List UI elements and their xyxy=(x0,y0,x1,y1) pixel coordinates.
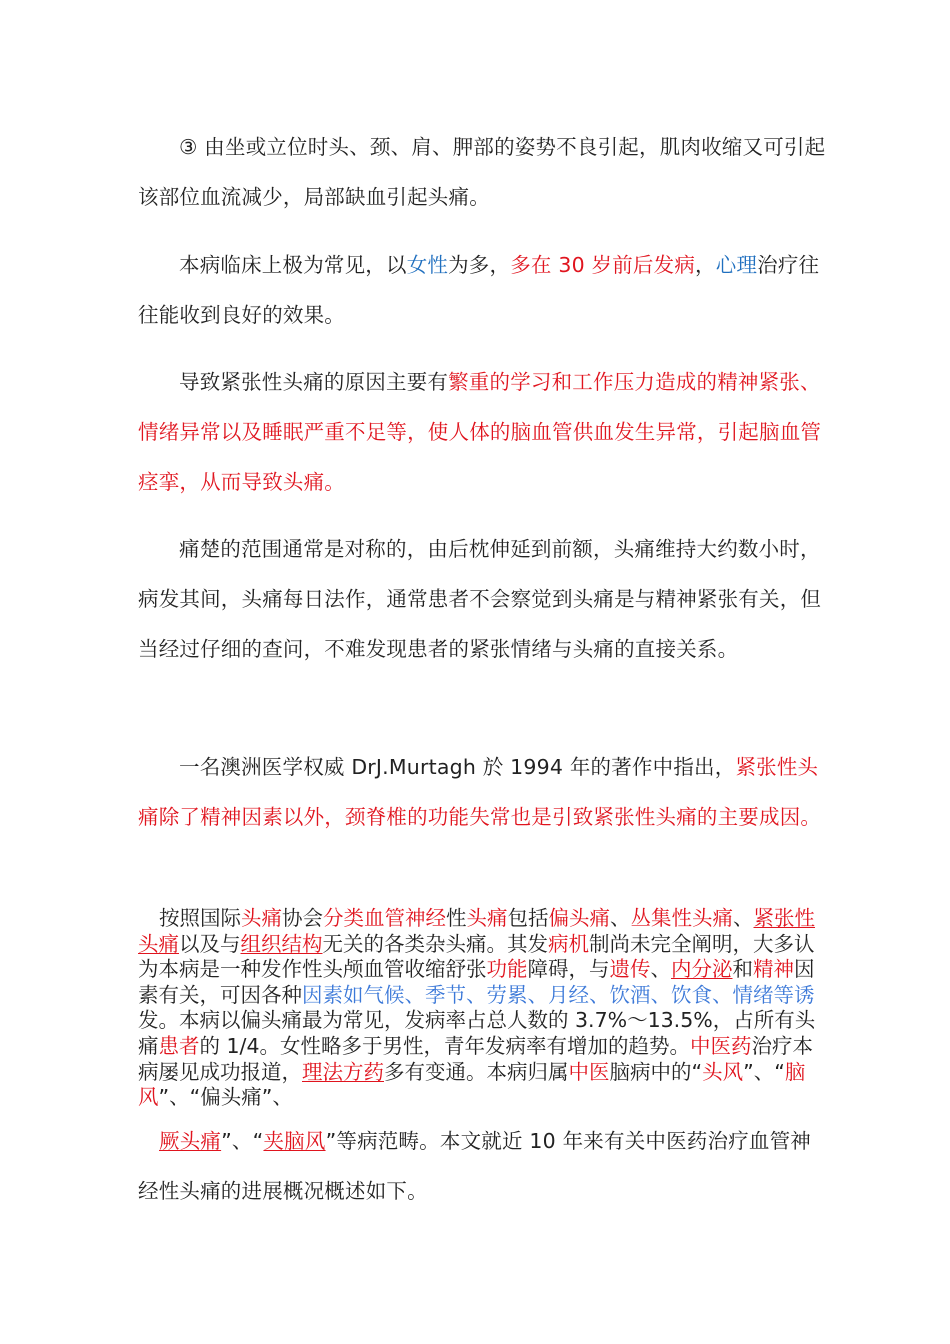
p2-text: 为多， xyxy=(448,253,511,277)
p6-link-pathogenesis[interactable]: 病机 xyxy=(548,931,589,956)
paragraph-prevalence xyxy=(138,240,828,340)
p2-highlight-age: 多在 30 岁前后发病 xyxy=(510,253,696,277)
p6-text: 、 xyxy=(650,957,671,982)
p6-link-vascular[interactable]: 分类血管神经 xyxy=(323,906,446,930)
p2-highlight-female: 女性 xyxy=(406,253,449,277)
p6-link-treatment-principles[interactable]: 理法方药 xyxy=(302,1059,384,1084)
paragraph-murtagh xyxy=(138,742,828,842)
p6-text: 的 1/4。女性略多于男性，青年发病率有增加的趋势。 xyxy=(199,1033,691,1058)
p2-text: 治疗往往能收到良好的效果。 xyxy=(138,253,820,327)
p6-link-cluster-headache[interactable]: 丛集性头痛 xyxy=(630,906,733,930)
p6-text: 和 xyxy=(732,957,753,982)
p2-highlight-psychology: 心理 xyxy=(715,253,758,277)
p3-highlight-causes: 繁重的学习和工作压力造成的精神紧张、情绪异常以及睡眠严重不足等，使人体的脑血管供血发生异常，引起脑血管痉挛，从而导致头痛。 xyxy=(138,370,822,494)
p6-text: 因素有关，可因各种 xyxy=(138,957,815,1007)
p6-link-function[interactable]: 功能 xyxy=(486,957,528,982)
p7-text: ”、“ xyxy=(221,1129,264,1153)
p6-link-migraine[interactable]: 偏头痛 xyxy=(548,906,610,930)
p6-link-tissue-structure[interactable]: 组织结构 xyxy=(240,931,323,956)
p6-link-heredity[interactable]: 遗传 xyxy=(609,957,651,982)
p2-text: ， xyxy=(695,253,716,277)
p6-text: ”、“ xyxy=(743,1059,785,1084)
p5-highlight-cervical: 紧张性头痛除了精神因素以外，颈脊椎的功能失常也是引致紧张性头痛的主要成因。 xyxy=(138,755,822,829)
p1-text: ③ 由坐或立位时头、颈、肩、胛部的姿势不良引起，肌肉收缩又可引起该部位血流减少，局部缺血引起头痛。 xyxy=(138,135,826,209)
p4-text: 痛楚的范围通常是对称的，由后枕伸延到前额，头痛维持大约数小时，病发其间，头痛每日法作，通常患者不会察觉到头痛是与精神紧张有关，但当经过仔细的查问，不难发现患者的紧张情绪与头痛的直接关系。 xyxy=(138,537,822,661)
p7-text: ”等病范畴。本文就近 10 年来有关中医药治疗血管神经性头痛的进展概况概述如下。 xyxy=(138,1129,811,1203)
paragraph-pain-range xyxy=(138,524,828,674)
p6-link-headache[interactable]: 头痛 xyxy=(241,906,282,930)
p6-link-head-wind[interactable]: 头风 xyxy=(702,1059,744,1084)
p2-text: 本病临床上极为常见，以 xyxy=(179,253,407,277)
p6-text: 按照国际 xyxy=(159,906,241,930)
p6-text: 无关的各类杂头痛。其发 xyxy=(322,931,548,956)
paragraph-causes xyxy=(138,357,828,507)
paragraph-classification xyxy=(138,906,828,1111)
p7-link-jue-headache[interactable]: 厥头痛 xyxy=(159,1129,222,1153)
paragraph-tcm-scope xyxy=(138,1116,828,1216)
p6-link-tcm[interactable]: 中医药 xyxy=(690,1033,752,1058)
p7-link-jia-brain-wind[interactable]: 夹脑风 xyxy=(263,1129,326,1153)
p6-text: 包括 xyxy=(507,906,549,930)
p6-text: 制尚未完全阐明，大多认为本病是一种发作性头颅血管收缩舒张 xyxy=(138,931,815,982)
p6-text: 障碍，与 xyxy=(527,957,610,982)
p6-link-chinese-medicine[interactable]: 中医 xyxy=(568,1059,610,1084)
p6-highlight-triggers: 因素如气候、季节、劳累、月经、饮酒、饮食、情绪等诱 xyxy=(302,982,815,1007)
p6-text: 性 xyxy=(446,906,467,930)
p6-link-headache-2[interactable]: 头痛 xyxy=(466,906,508,930)
p6-text: 、 xyxy=(733,906,754,930)
p6-link-brain-wind[interactable]: 脑风 xyxy=(138,1059,806,1110)
p5-text: 一名澳洲医学权威 DrJ.Murtagh 於 1994 年的著作中指出， xyxy=(179,755,736,779)
p6-link-tension-headache[interactable]: 紧张性头痛 xyxy=(138,906,815,956)
paragraph-posture-cause xyxy=(138,122,828,222)
p6-text: 发。本病以偏头痛最为常见，发病率占总人数的 3.7%～13.5%，占所有头痛 xyxy=(138,1008,816,1058)
p6-text: 治疗本病屡见成功报道， xyxy=(138,1033,814,1084)
p6-link-endocrine[interactable]: 内分泌 xyxy=(671,957,733,982)
p3-text: 导致紧张性头痛的原因主要有 xyxy=(179,370,449,394)
p6-text: ”、“偏头痛”、 xyxy=(158,1085,293,1110)
p6-text: 、 xyxy=(610,906,631,930)
p6-text: 以及与 xyxy=(179,931,241,956)
p6-text: 脑病中的“ xyxy=(609,1059,703,1084)
p6-text: 多有变通。本病归属 xyxy=(384,1059,569,1084)
p6-text: 协会 xyxy=(282,906,323,930)
p6-link-mental[interactable]: 精神 xyxy=(753,957,794,982)
p6-link-patients[interactable]: 患者 xyxy=(158,1033,200,1058)
